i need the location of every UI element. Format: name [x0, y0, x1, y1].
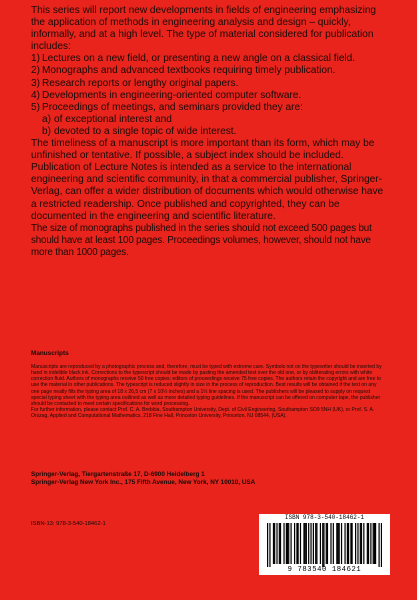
- barcode-bar: [337, 523, 338, 564]
- barcode-bar: [294, 523, 295, 564]
- barcode-bar: [290, 523, 291, 564]
- barcode-bar: [320, 523, 321, 564]
- barcode-bar: [273, 523, 274, 564]
- barcode-bar: [322, 523, 323, 567]
- isbn-label: ISBN-13: 978-3-540-18462-1: [31, 521, 106, 527]
- publisher-addresses: [31, 471, 391, 487]
- list-item: 2) Monographs and advanced textbooks requiring timely publication.: [31, 65, 336, 77]
- barcode-bar: [267, 523, 268, 567]
- list-item: 4) Developments in engineering-oriented computer software.: [31, 89, 302, 101]
- barcode-bar: [360, 523, 361, 564]
- barcode-bar: [368, 523, 369, 564]
- barcode-bar: [280, 523, 281, 564]
- barcode-bar: [283, 523, 284, 564]
- list-item: 1) Lectures on a new field, or presenting a new angle on a classical field.: [31, 53, 356, 65]
- barcode-bar: [279, 523, 280, 564]
- barcode-bar: [374, 523, 375, 564]
- barcode-bar: [333, 523, 334, 564]
- material-types-list: [31, 53, 391, 113]
- barcode-bar: [296, 523, 297, 564]
- contact-information: For further information, please contact Prof. C. A. Brebbia, Southampton University, Dept. of Civil Engineering, Southampton SO9 5NH (UK), or Prof. S. A. Orszag, Applied and Computational Mathematics, 218 Fine Hall, Princeton University, Princeton, NJ 08544, (USA).: [31, 407, 375, 420]
- barcode-bar: [381, 523, 382, 567]
- barcode-bar: [315, 523, 316, 564]
- barcode-bar: [303, 523, 304, 564]
- barcode-isbn-header: ISBN 978-3-540-18462-1: [284, 514, 365, 521]
- address-new-york: Springer-Verlag New York Inc., 175 Fifth Avenue, New York, NY 10010, USA: [31, 479, 256, 487]
- barcode-bar: [351, 523, 352, 564]
- barcode-bar: [341, 523, 342, 564]
- list-item: 3) Research reports or lengthy original papers.: [31, 77, 239, 89]
- barcode-bar: [326, 523, 327, 564]
- list-item: 5) Proceedings of meetings, and seminars provided they are:: [31, 101, 303, 113]
- barcode-bar: [276, 523, 277, 564]
- barcode-bar: [305, 523, 306, 564]
- intro-paragraph: This series will report new developments in fields of engineering emphasizing the application of methods in engineering analysis and design – quickly, informally, and at a high level. The type of material considered for publication includes:: [31, 5, 377, 53]
- barcode-icon: [267, 523, 382, 567]
- barcode-bar: [373, 523, 374, 564]
- isbn-barcode: [259, 514, 390, 575]
- barcode-bar: [327, 523, 328, 564]
- manuscripts-instructions: Manuscripts are reproduced by a photographic process and, therefore, must be typed with extreme care. Symbols not on the typewriter should be inserted by hand in indelible black ink. Corrections to the typescript should be made by pasting the amended text over the old one, or by obliterating errors with white correction fluid. Authors of monographs receive 50 free copies; editors of proceedings receive 75 free copies. The authors retain the copyright and are free to use the material in other publications. The typescript is reduced slightly in size in the process of reproduction. Best results will be obtained if the text on any one page neatly fills the typing area of 18 x 26,5 cm (7 x 10½ inches) and a 1½ line spacing is used. The publishers will be pleased to supply on request special typing sheet with the typing area outlined as well as more detailed typing guidelines. If the manuscript can be offered on computer tape, the publisher should be contacted to meet certain specifications for word processing.: [31, 364, 382, 407]
- list-item: a) of exceptional interest and: [42, 113, 172, 125]
- barcode-bar: [287, 523, 288, 564]
- barcode-bar: [361, 523, 362, 564]
- barcode-bar: [306, 523, 307, 564]
- manuscripts-text: [31, 364, 385, 419]
- series-description: [31, 5, 391, 259]
- timeliness-paragraph: The timeliness of a manuscript is more important than its form, which may be unfinished or tentative. If possible, a subject index should be included.: [31, 138, 375, 162]
- publication-paragraph: Publication of Lecture Notes is intended as a service to the international engineering and scientific community, in that a commercial publisher, Springer-Verlag, can offer a wider distribution of documents which would otherwise have a restricted readership. Once published and copyrighted, they can be documented in the engineering and scientific literature.: [31, 162, 384, 222]
- barcode-bar: [336, 523, 337, 564]
- barcode-bar: [367, 523, 368, 564]
- barcode-bar: [313, 523, 314, 564]
- barcode-bar: [323, 523, 324, 567]
- barcode-bar: [339, 523, 340, 564]
- barcode-bar: [286, 523, 287, 564]
- barcode-digits: 9 783540 184621: [287, 566, 362, 574]
- barcode-bar: [378, 523, 379, 567]
- barcode-bar: [355, 523, 356, 564]
- list-item: b) devoted to a single topic of wide interest.: [42, 125, 237, 137]
- manuscripts-heading: Manuscripts: [31, 350, 69, 357]
- barcode-bar: [347, 523, 348, 564]
- barcode-bar: [288, 523, 289, 564]
- barcode-bar: [370, 523, 371, 564]
- barcode-bar: [300, 523, 301, 564]
- barcode-bar: [308, 523, 309, 564]
- proceedings-conditions-list: [31, 114, 391, 138]
- barcode-bar: [375, 523, 376, 564]
- size-paragraph: The size of monographs published in the series should not exceed 500 pages but should have at least 100 pages. Proceedings volumes, however, should not have more than 1000 pages.: [31, 222, 372, 258]
- barcode-bar: [316, 523, 317, 564]
- barcode-bar: [310, 523, 311, 564]
- barcode-bar: [330, 523, 331, 564]
- barcode-bar: [298, 523, 299, 564]
- barcode-bar: [363, 523, 364, 564]
- barcode-bar: [350, 523, 351, 564]
- barcode-bar: [357, 523, 358, 564]
- barcode-bar: [348, 523, 349, 564]
- barcode-bar: [269, 523, 270, 567]
- address-heidelberg: Springer-Verlag, Tiergartenstraße 17, D-6900 Heidelberg 1: [31, 471, 205, 478]
- barcode-bar: [344, 523, 345, 564]
- barcode-bar: [274, 523, 275, 564]
